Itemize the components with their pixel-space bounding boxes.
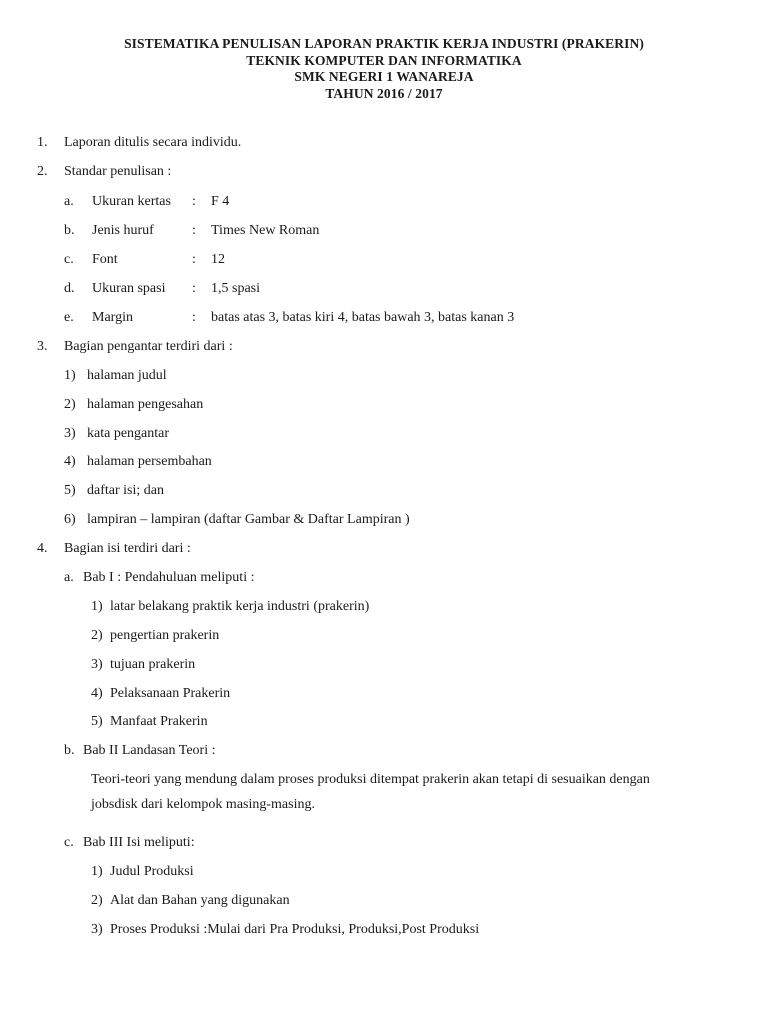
spec-value: F 4 bbox=[211, 194, 230, 209]
list-item: tujuan prakerin bbox=[110, 657, 196, 672]
spec-value: 12 bbox=[211, 252, 225, 267]
spec-label: Ukuran spasi bbox=[92, 281, 166, 296]
list-number: 4. bbox=[37, 541, 48, 556]
list-item: lampiran – lampiran (daftar Gambar & Daftar Lampiran ) bbox=[87, 512, 410, 527]
sub-number: 2) bbox=[91, 628, 103, 643]
spec-label: Ukuran kertas bbox=[92, 194, 171, 209]
section-heading: Standar penulisan : bbox=[64, 164, 172, 179]
doc-title: SISTEMATIKA PENULISAN LAPORAN PRAKTIK KERJA INDUSTRI (PRAKERIN) bbox=[124, 36, 644, 51]
sub-number: 1) bbox=[91, 864, 103, 879]
section-heading: Bagian pengantar terdiri dari : bbox=[64, 339, 233, 354]
list-letter: e. bbox=[64, 310, 74, 325]
paragraph-line: jobsdisk dari kelompok masing-masing. bbox=[91, 797, 315, 812]
list-letter: c. bbox=[64, 835, 74, 850]
list-item: kata pengantar bbox=[87, 426, 170, 441]
doc-subtitle-program: TEKNIK KOMPUTER DAN INFORMATIKA bbox=[246, 53, 522, 68]
spec-separator: : bbox=[192, 281, 196, 296]
list-item: halaman persembahan bbox=[87, 454, 212, 469]
sub-number: 2) bbox=[64, 397, 76, 412]
list-item: Proses Produksi :Mulai dari Pra Produksi, Produksi,Post Produksi bbox=[110, 922, 480, 937]
sub-number: 5) bbox=[64, 483, 76, 498]
spec-value: batas atas 3, batas kiri 4, batas bawah 3, batas kanan 3 bbox=[211, 310, 515, 325]
sub-number: 3) bbox=[91, 657, 103, 672]
sub-number: 3) bbox=[64, 426, 76, 441]
paragraph-line: Teori-teori yang mendung dalam proses produksi ditempat prakerin akan tetapi di sesuaikan dengan bbox=[91, 772, 650, 787]
spec-label: Font bbox=[92, 252, 118, 267]
spec-separator: : bbox=[192, 252, 196, 267]
sub-number: 6) bbox=[64, 512, 76, 527]
sub-number: 1) bbox=[64, 368, 76, 383]
sub-number: 1) bbox=[91, 599, 103, 614]
chapter-heading: Bab III Isi meliputi: bbox=[83, 835, 195, 850]
list-item: Alat dan Bahan yang digunakan bbox=[110, 893, 290, 908]
list-item: Manfaat Prakerin bbox=[110, 714, 208, 729]
spec-separator: : bbox=[192, 223, 196, 238]
sub-number: 2) bbox=[91, 893, 103, 908]
list-item: daftar isi; dan bbox=[87, 483, 164, 498]
spec-separator: : bbox=[192, 194, 196, 209]
sub-number: 5) bbox=[91, 714, 103, 729]
chapter-heading: Bab II Landasan Teori : bbox=[83, 743, 216, 758]
list-item: latar belakang praktik kerja industri (prakerin) bbox=[110, 599, 370, 614]
list-item: Judul Produksi bbox=[110, 864, 194, 879]
spec-label: Margin bbox=[92, 310, 133, 325]
chapter-heading: Bab I : Pendahuluan meliputi : bbox=[83, 570, 255, 585]
list-item: pengertian prakerin bbox=[110, 628, 220, 643]
section-text: Laporan ditulis secara individu. bbox=[64, 135, 242, 150]
list-letter: b. bbox=[64, 743, 75, 758]
spec-separator: : bbox=[192, 310, 196, 325]
section-heading: Bagian isi terdiri dari : bbox=[64, 541, 191, 556]
spec-value: Times New Roman bbox=[211, 223, 320, 238]
list-number: 1. bbox=[37, 135, 48, 150]
sub-number: 3) bbox=[91, 922, 103, 937]
list-letter: a. bbox=[64, 570, 74, 585]
list-item: halaman judul bbox=[87, 368, 167, 383]
doc-subtitle-school: SMK NEGERI 1 WANAREJA bbox=[294, 69, 474, 84]
spec-label: Jenis huruf bbox=[92, 223, 154, 238]
sub-number: 4) bbox=[64, 454, 76, 469]
doc-subtitle-year: TAHUN 2016 / 2017 bbox=[325, 86, 443, 101]
list-number: 3. bbox=[37, 339, 48, 354]
list-letter: d. bbox=[64, 281, 75, 296]
list-letter: c. bbox=[64, 252, 74, 267]
sub-number: 4) bbox=[91, 686, 103, 701]
list-letter: b. bbox=[64, 223, 75, 238]
spec-value: 1,5 spasi bbox=[211, 281, 260, 296]
list-item: Pelaksanaan Prakerin bbox=[110, 686, 231, 701]
list-letter: a. bbox=[64, 194, 74, 209]
list-number: 2. bbox=[37, 164, 48, 179]
list-item: halaman pengesahan bbox=[87, 397, 204, 412]
